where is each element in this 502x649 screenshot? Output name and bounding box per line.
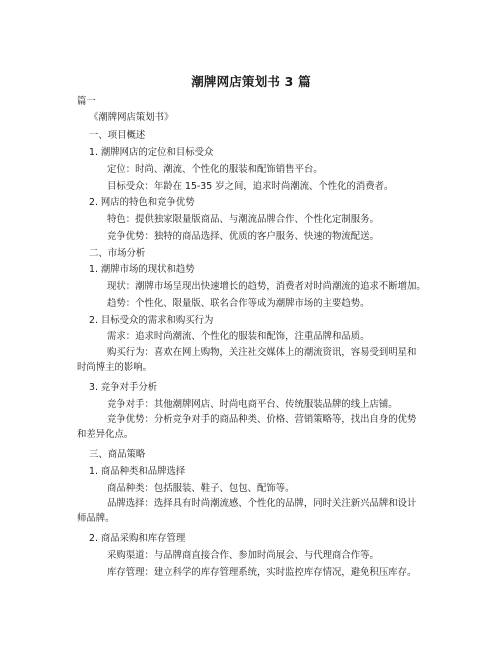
subsection-heading: 1. 潮牌市场的现状和趋势 [89,264,195,275]
subsection-heading: 1. 商品种类和品牌选择 [89,466,186,477]
body-line: 趋势：个性化、限量版、联名合作等成为潮牌市场的主要趋势。 [107,298,370,309]
subsection-heading: 2. 目标受众的需求和购买行为 [89,315,214,326]
section-heading: 一、项目概述 [89,130,146,141]
body-line: 商品种类：包括服装、鞋子、包包、配饰等。 [107,483,295,494]
body-line: 库存管理：建立科学的库存管理系统，实时监控库存情况，避免积压库存。 [107,567,417,578]
body-line: 定位：时尚、潮流、个性化的服装和配饰销售平台。 [107,164,323,175]
subsection-heading: 2. 商品采购和库存管理 [89,533,186,544]
body-paragraph: 品牌选择：选择具有时尚潮流感、个性化的品牌，同时关注新兴品牌和设计师品牌。 [77,498,417,524]
body-line: 现状：潮牌市场呈现出快速增长的趋势，消费者对时尚潮流的追求不断增加。 [107,281,426,292]
section-heading: 三、商品策略 [89,449,146,460]
subsection-heading: 3. 竞争对手分析 [89,382,158,393]
book-title: 《潮牌网店策划书》 [89,112,174,123]
section-heading: 二、市场分析 [89,248,146,259]
subsection-heading: 1. 潮牌网店的定位和目标受众 [89,147,214,158]
body-line: 需求：追求时尚潮流、个性化的服装和配饰，注重品牌和品质。 [107,331,370,342]
body-line: 竞争优势：独特的商品选择、优质的客户服务、快速的物流配送。 [107,231,379,242]
document-title: 潮牌网店策划书 3 篇 [191,74,311,89]
body-line: 采购渠道：与品牌商直接合作、参加时尚展会、与代理商合作等。 [107,550,379,561]
part-label: 篇一 [77,96,96,107]
body-line: 特色：提供独家限量版商品、与潮流品牌合作、个性化定制服务。 [107,214,379,225]
body-paragraph: 竞争优势：分析竞争对手的商品种类、价格、营销策略等，找出自身的优势和差异化点。 [77,414,417,440]
body-paragraph: 购买行为：喜欢在网上购物，关注社交媒体上的潮流资讯，容易受到明星和时尚博主的影响。 [77,347,417,373]
body-line: 目标受众：年龄在 15-35 岁之间，追求时尚潮流、个性化的消费者。 [107,181,394,192]
body-line: 竞争对手：其他潮牌网店、时尚电商平台、传统服装品牌的线上店铺。 [107,399,398,410]
subsection-heading: 2. 网店的特色和竞争优势 [89,197,195,208]
